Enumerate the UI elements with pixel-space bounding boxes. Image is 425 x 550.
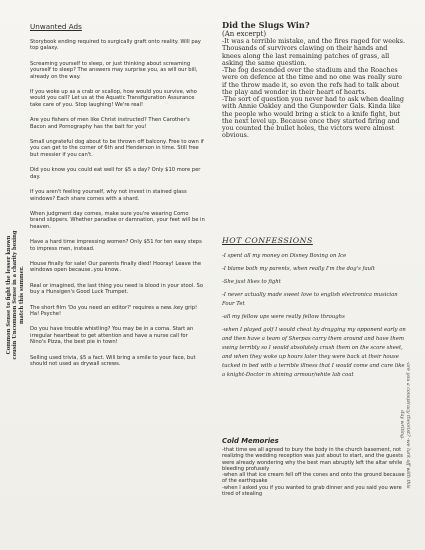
ad-item: Selling used trivia, $5 a fact. Will bring a smile to your face, but should not used as drywall screws.	[30, 354, 196, 367]
slugs-subtitle: (An excerpt)	[222, 30, 267, 38]
ad-item: When judgment day comes, make sure you're wearing Como brand slippers. Whether paradise or damnation, your feet will be in heaven.	[30, 210, 205, 230]
ad-item: Real or imagined, the last thing you need is blood in your stool. So buy a Hunsigen's Good Luck Trumpet.	[30, 282, 204, 296]
ad-item: Are you fishers of men like Christ instructed? Then Carother's Bacon and Pornography has the bait for you!	[30, 117, 190, 130]
confession-item: -I spent all my money on Disney Boxing on Ice	[222, 253, 347, 259]
ad-item: House finally for sale! Our parents finally died! Hooray! Leave the windows open because..you know..	[30, 260, 202, 274]
ad-item: If you woke up as a crab or scallop, how would you survive, who would you call? Let us at the Aquatic Transfiguration Assurance take care of you. Stop laughing! We're real!	[30, 89, 197, 108]
memory-item: -that time we all agreed to bury the body in the church basement, not realizing the wedding reception was just about to start, and the guests were already wondering why the best man abruptly left the altar while bleeding profusely	[222, 447, 403, 472]
ad-item: Screaming yourself to sleep, or just thinking about screaming yourself to sleep? The answers may surprise you, as will our bill, already on the way.	[30, 60, 198, 80]
confession-item: -all my fellow ups were really fellow throughs	[222, 314, 345, 320]
side-note-right: -are you a conspiracy theorist? -we lurk off with this day writing.	[399, 361, 410, 489]
slugs-paragraph: -The fog descended over the stadium and the Roaches were on defence at the time and no one was really sure if the throw made it, so even the refs had to talk about the play and wonder in their heart of hearts.	[222, 66, 403, 96]
slugs-article	[222, 20, 407, 140]
slugs-paragraph: -The sort of question you never had to ask when dealing with Annie Oakley and the Gunpowder Gals. Kinda like the people who would bring a stick to a knife fight, but the next level up. Because once they started firing and you counted the bullet holes, the victors were almost obvious.	[222, 95, 404, 140]
cold-memories-title: Cold Memories	[222, 437, 279, 445]
side-note-left: Common Sense to fight the lesser known cousin Uncommon Sense in a charity boxing match this summer.	[6, 230, 25, 360]
hot-confessions-title: HOT CONFESSIONS	[222, 236, 313, 245]
unwanted-ads-section	[30, 22, 205, 376]
ad-item: If you aren't feeling yourself, why not invest in stained glass windows? Each share comes with a shard.	[30, 189, 187, 202]
slugs-title: Did the Slugs Win?	[222, 20, 310, 30]
ad-item: Small ungrateful dog about to be thrown off balcony. Free to own if you can get to the corner of 6th and Henderson in time. Still free but messier if you can't.	[30, 139, 204, 158]
memory-item: -when I asked you if you wanted to grab dinner and you said you were tired of stealing	[222, 484, 402, 498]
confession-item: -when I played golf I would cheat by dragging my opponent early on and then have a team of Sherpas carry them around and have them swing terribly so I would absolutely crush them on the score sheet, and when they woke up hours later they were back at their house tucked in bed with a terrible illness that I would come and cure like a knight-Doctor in shining armour/white lab coat	[222, 327, 406, 378]
hot-confessions-section	[222, 236, 407, 384]
unwanted-ads-title: Unwanted Ads	[30, 22, 82, 31]
memory-item: -when all that ice cream fell off the cones and onto the ground because of the earthquake	[222, 472, 405, 485]
ad-item: Did you know you could eat well for $5 a day? Only $10 more per day.	[30, 167, 201, 180]
slugs-paragraph: -It was a terrible mistake, and the fires raged for weeks. Thousands of survivors clawing on their hands and knees along the last remaining patches of grass, all asking the same question.	[222, 37, 405, 67]
confession-item: -I blame both my parents, when really I'm the dog's fault	[222, 266, 375, 272]
ad-item: Have a hard time impressing women? Only $51 for ten easy steps to impress men, instead.	[30, 239, 202, 252]
cold-memories-section	[222, 437, 407, 497]
ad-item: Storybook ending required to surgically graft onto reality. Will pay top galaxy.	[30, 39, 201, 52]
confession-item: -I never actually made sweet love to english electronica musician Four Tet	[222, 292, 398, 307]
confession-item: -She just likes to fight	[222, 279, 281, 285]
ad-item: Do you have trouble whistling? You may be in a coma. Start an irregular heartbeat to get attention and have a nurse call for Nino's Pizza, the best pie in town!	[30, 326, 194, 346]
ad-item: The short film 'Do you need an editor?' requires a new..key grip! Ha! Psyche!	[30, 304, 198, 317]
